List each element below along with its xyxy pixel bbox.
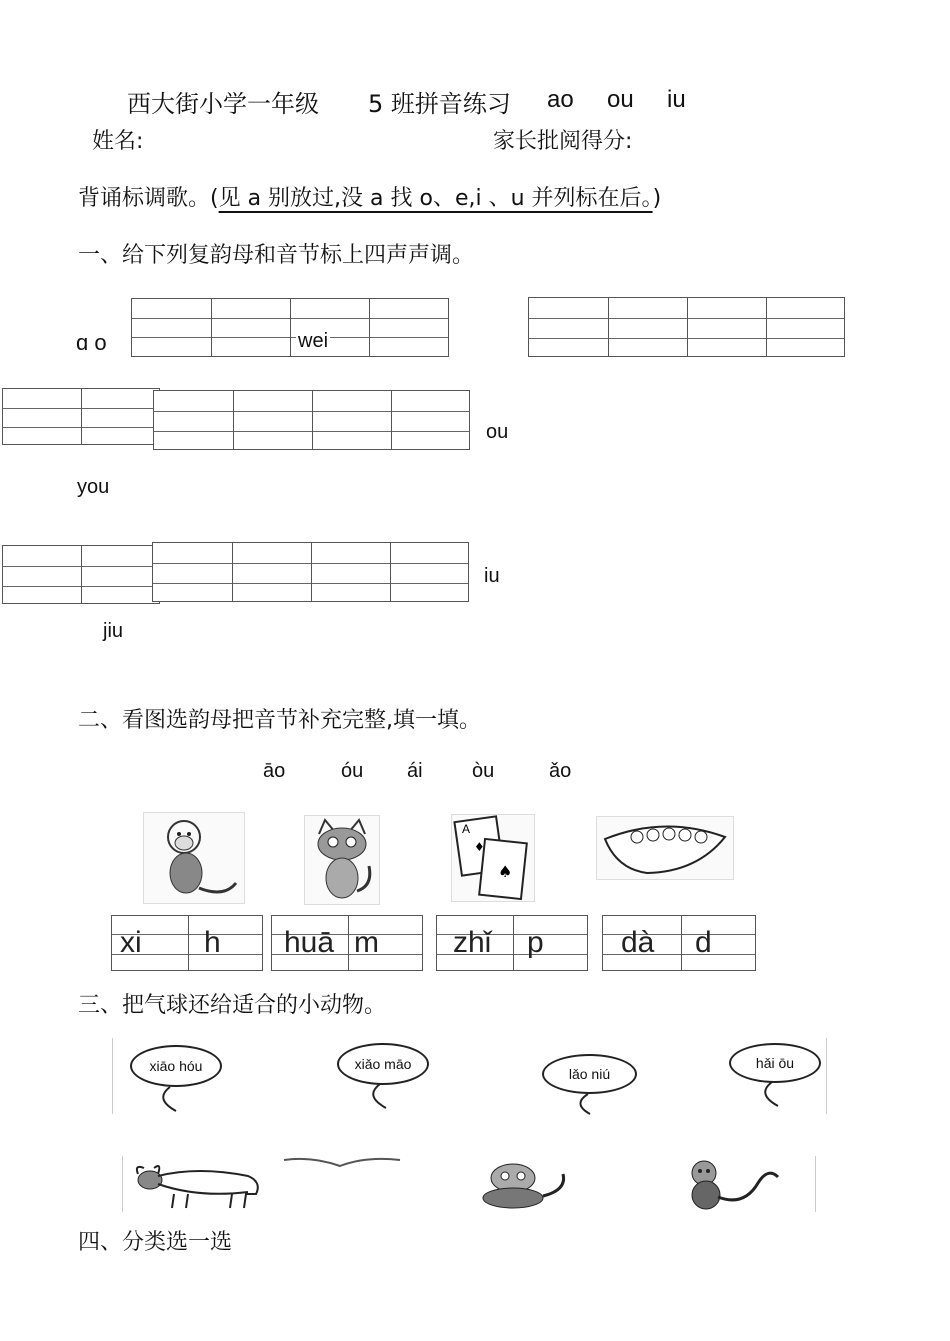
balloon-string-2 xyxy=(360,1082,400,1110)
label-ao: ɑ o xyxy=(76,330,107,355)
monkey-picture xyxy=(143,812,245,904)
class-label: 5 班拼音练习 xyxy=(368,90,511,118)
writing-grid-2[interactable] xyxy=(528,297,845,357)
writing-grid-4[interactable] xyxy=(153,390,470,450)
monkey-icon xyxy=(144,813,244,903)
cat-icon xyxy=(305,816,379,904)
balloon-hai-ou[interactable]: hǎi ōu xyxy=(729,1043,821,1083)
rhyme-ou: ou xyxy=(607,86,634,113)
svg-text:♦: ♦ xyxy=(474,840,485,854)
writing-grid-1[interactable] xyxy=(131,298,449,357)
option-ou4: òu xyxy=(472,760,495,782)
option-ao1: āo xyxy=(263,760,286,782)
fill-1-right: h xyxy=(204,926,221,959)
section-1-heading: 一、给下列复韵母和音节标上四声声调。 xyxy=(78,243,475,268)
name-label: 姓名: xyxy=(92,129,144,154)
balloon-xiao-hou[interactable]: xiāo hóu xyxy=(130,1045,222,1087)
balloon-strip xyxy=(112,1038,827,1114)
option-ai2: ái xyxy=(407,760,423,782)
label-ou: ou xyxy=(486,421,509,443)
rhyme-ao: ao xyxy=(547,86,574,113)
section-3-heading: 三、把气球还给适合的小动物。 xyxy=(78,993,387,1018)
label-you: you xyxy=(77,476,110,498)
parent-score-label: 家长批阅得分: xyxy=(493,129,633,154)
label-jiu: jiu xyxy=(103,620,124,642)
balloon-string-1 xyxy=(150,1085,190,1113)
balloon-xiao-mao[interactable]: xiǎo māo xyxy=(337,1043,429,1085)
peapod-icon xyxy=(597,817,733,879)
fill-grid-2[interactable] xyxy=(271,915,423,971)
fill-1-left: xi xyxy=(120,926,142,959)
writing-grid-3[interactable] xyxy=(2,388,160,445)
cards-picture xyxy=(451,814,535,902)
seagull-icon[interactable] xyxy=(282,1154,402,1174)
peapod-picture xyxy=(596,816,734,880)
cat-icon-small[interactable] xyxy=(455,1160,575,1210)
writing-grid-6[interactable] xyxy=(152,542,469,602)
writing-grid-5[interactable] xyxy=(2,545,160,604)
school-title: 西大街小学一年级 xyxy=(127,90,319,118)
fill-4-left: dà xyxy=(621,926,655,959)
fill-grid-3[interactable] xyxy=(436,915,588,971)
label-iu: iu xyxy=(484,565,500,587)
fill-2-left: huā xyxy=(284,926,335,959)
section-2-heading: 二、看图选韵母把音节补充完整,填一填。 xyxy=(78,708,481,733)
fill-3-left: zhǐ xyxy=(453,926,492,959)
option-ou2: óu xyxy=(341,760,364,782)
rhyme-tip: 背诵标调歌。(见 a 别放过,没 a 找 o、e,i 、u 并列标在后。) xyxy=(78,186,662,211)
fill-grid-1[interactable] xyxy=(111,915,263,971)
playing-cards-icon xyxy=(452,815,534,901)
balloon-string-3 xyxy=(568,1092,608,1116)
fill-2-right: m xyxy=(354,926,379,959)
page-title xyxy=(127,84,319,119)
balloon-string-4 xyxy=(752,1080,792,1108)
fill-3-right: p xyxy=(527,926,544,959)
option-ao3: ǎo xyxy=(549,760,572,782)
svg-text:♠: ♠ xyxy=(498,862,513,881)
rhyme-iu: iu xyxy=(667,86,686,113)
label-wei: wei xyxy=(298,330,329,352)
monkey-icon-small[interactable] xyxy=(674,1157,784,1211)
fill-4-right: d xyxy=(695,926,712,959)
section-4-heading: 四、分类选一选 xyxy=(78,1230,233,1255)
ox-icon[interactable] xyxy=(128,1160,268,1210)
fill-grid-4[interactable] xyxy=(602,915,756,971)
balloon-lao-niu[interactable]: lǎo niú xyxy=(542,1054,637,1094)
svg-text:A: A xyxy=(462,822,471,836)
rhyme-tip-body: 见 a 别放过,没 a 找 o、e,i 、u 并列标在后。 xyxy=(218,186,653,211)
cat-picture xyxy=(304,815,380,905)
